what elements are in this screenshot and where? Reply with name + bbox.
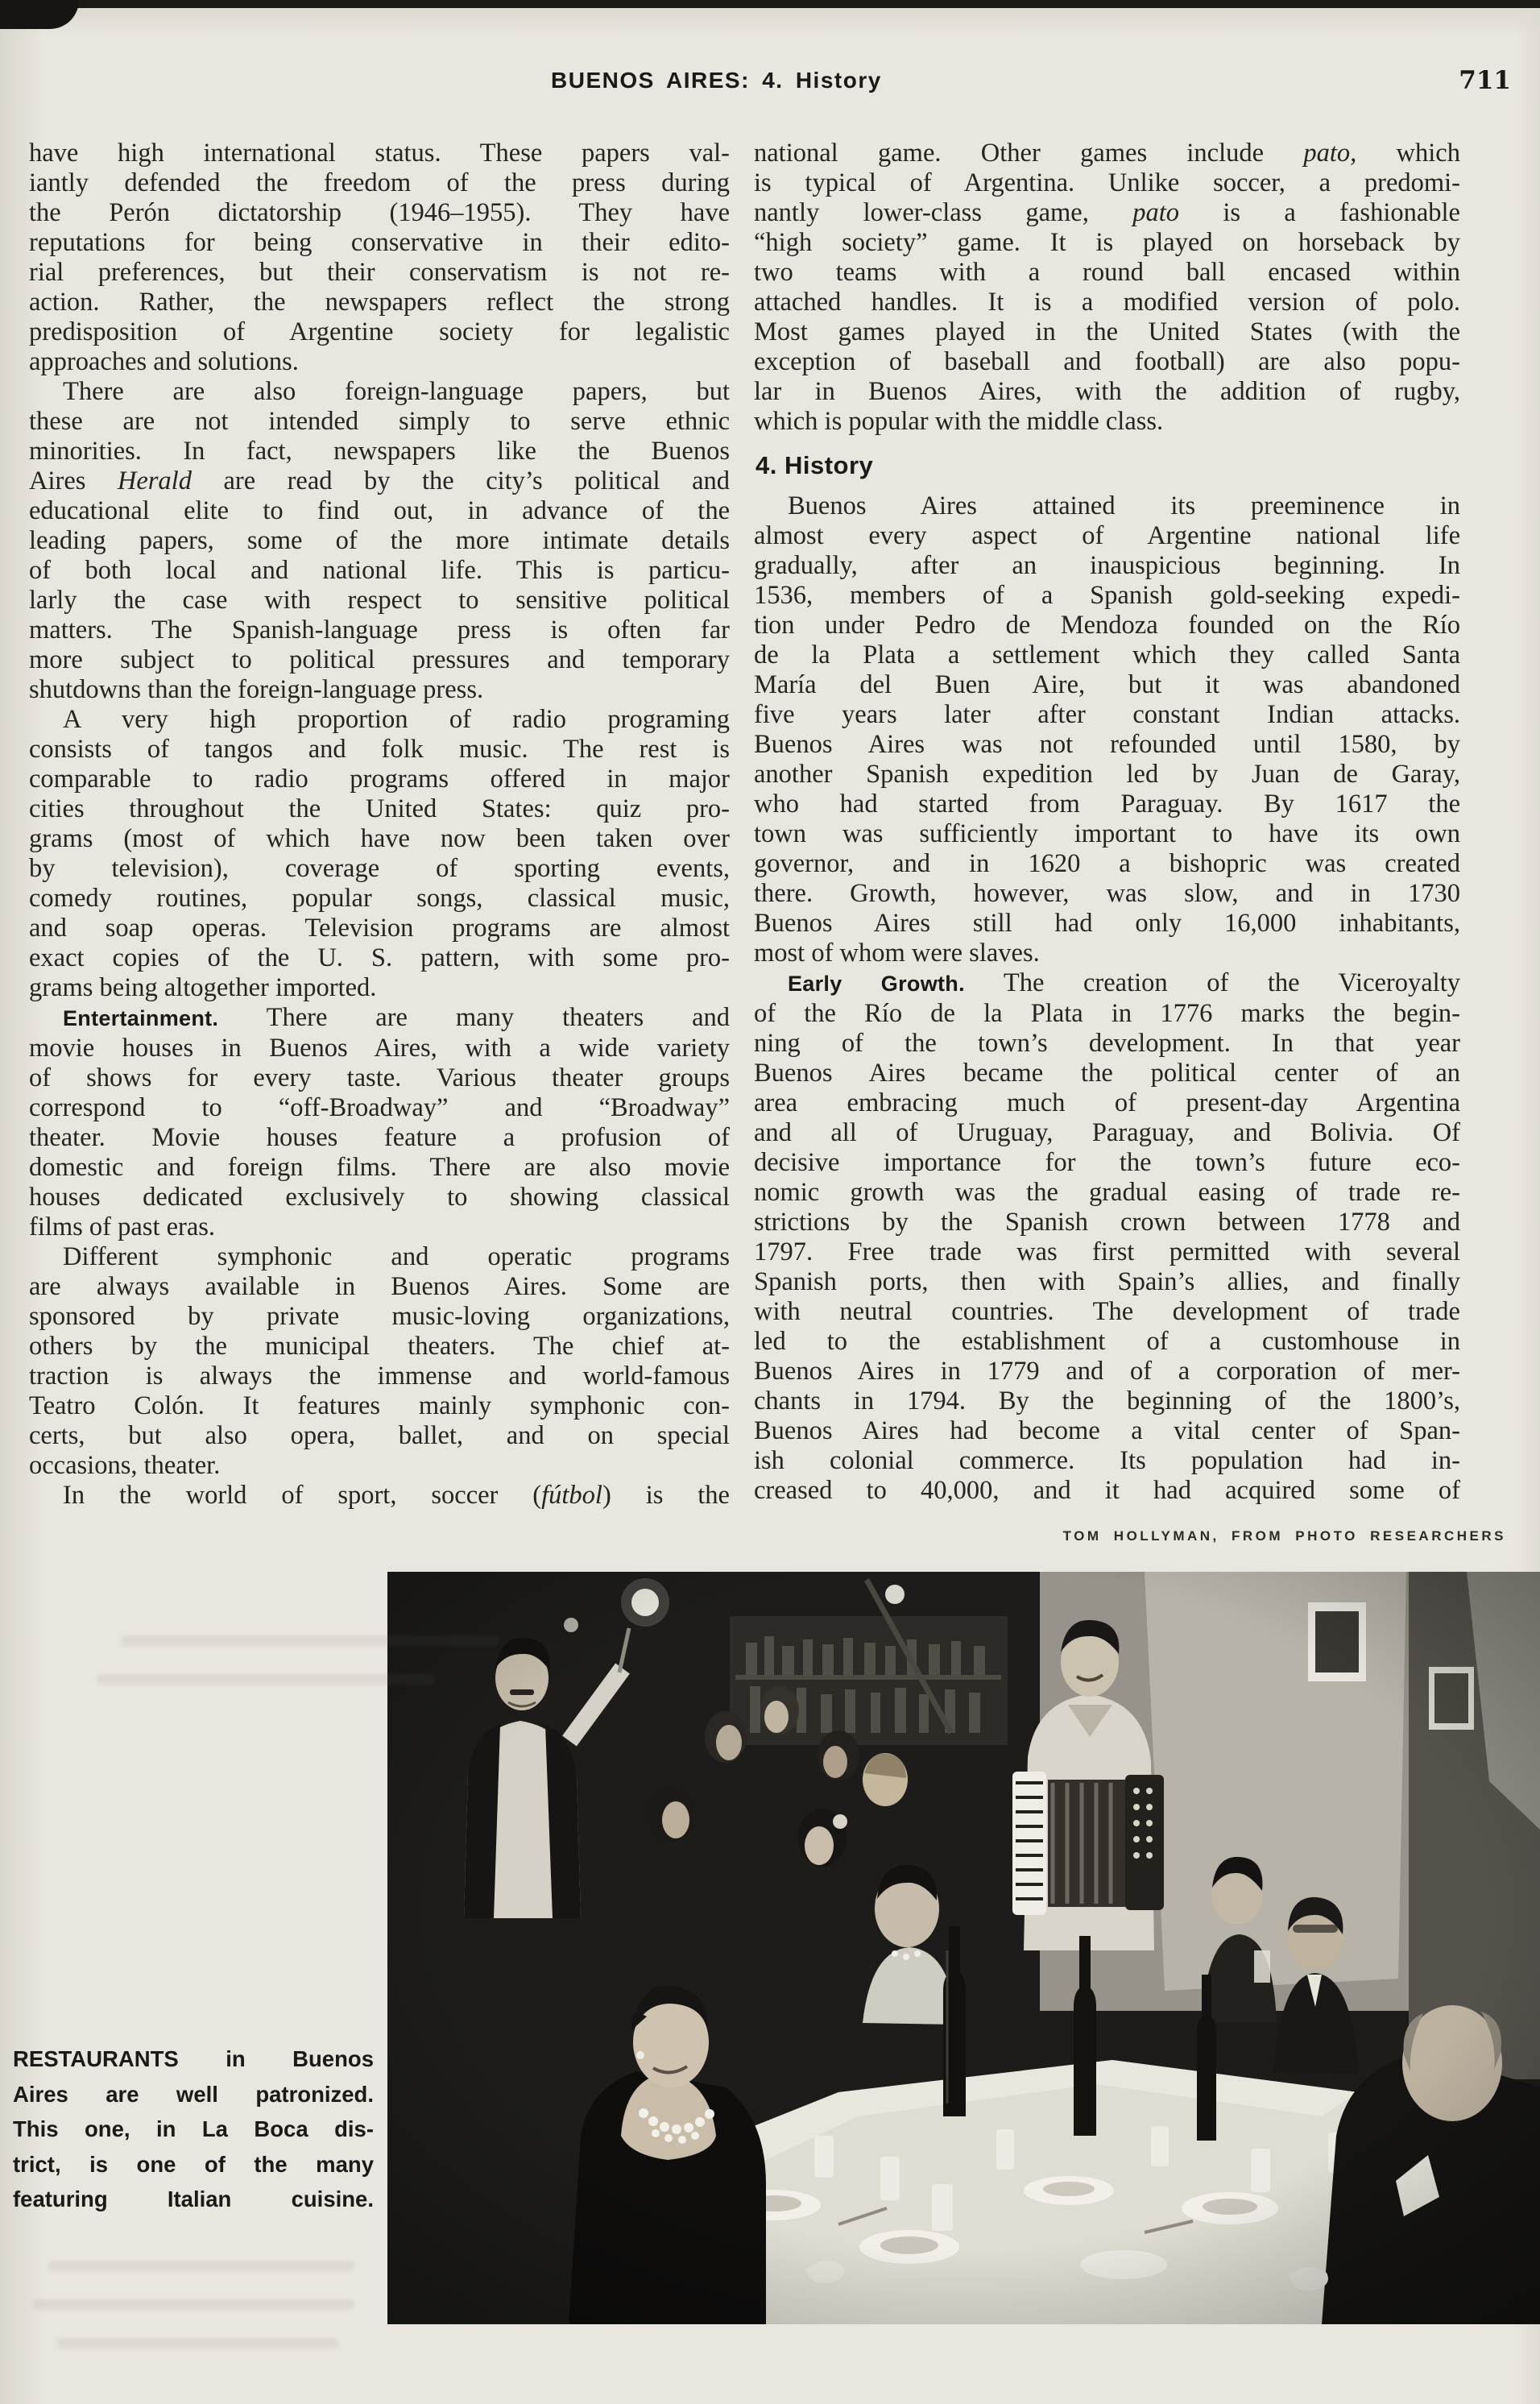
- text-line: [29, 1034, 730, 1063]
- text: Teatro Colón. It features mainly symphonic con-: [29, 1391, 730, 1420]
- text-line: [29, 884, 730, 914]
- text-line: [754, 139, 1460, 168]
- italic-text: Herald: [117, 466, 192, 495]
- text: others by the municipal theaters. The chief at-: [29, 1332, 730, 1361]
- text: with neutral countries. The development of trade: [754, 1297, 1460, 1326]
- text: strictions by the Spanish crown between 1778 and: [754, 1208, 1460, 1237]
- text: Aires: [29, 466, 118, 495]
- text-line: [754, 258, 1460, 288]
- text-column-right: [754, 139, 1460, 1506]
- caption-line: Aires are well patronized.: [13, 2081, 374, 2107]
- text-line: [29, 1063, 730, 1093]
- text-line: [29, 198, 730, 228]
- text-line: [754, 581, 1460, 611]
- text-line: [754, 1148, 1460, 1178]
- text: lar in Buenos Aires, with the addition of rugby,: [754, 377, 1460, 406]
- text: led to the establishment of a customhouse in: [754, 1327, 1460, 1356]
- paragraph: [29, 377, 730, 705]
- scan-corner-shadow: [0, 0, 79, 29]
- paragraph: [754, 491, 1460, 968]
- text: national game. Other games include: [754, 139, 1304, 168]
- running-head: BUENOS AIRES: 4. History: [551, 68, 882, 93]
- text: Most games played in the United States (with the: [754, 317, 1460, 346]
- text-line: [29, 526, 730, 556]
- text-line: [29, 1362, 730, 1391]
- text-line: [754, 939, 1460, 968]
- restaurant-photo: [387, 1572, 1540, 2324]
- text-line: [754, 760, 1460, 790]
- text-line: [754, 909, 1460, 939]
- paragraph: [29, 1481, 730, 1511]
- text-line: [29, 973, 730, 1003]
- text-line: [754, 849, 1460, 879]
- text-line: [754, 1088, 1460, 1118]
- text: and soap operas. Television programs are almost: [29, 914, 730, 943]
- text-line: [29, 616, 730, 645]
- text-line: [754, 1416, 1460, 1446]
- text-line: [29, 1302, 730, 1332]
- paragraph: [754, 968, 1460, 1506]
- scan-top-edge: [0, 0, 1540, 8]
- text-line: [29, 437, 730, 466]
- text: are read by the city’s political and: [191, 466, 730, 495]
- text: predisposition of Argentine society for legalistic: [29, 317, 730, 346]
- text: María del Buen Aire, but it was abandoned: [754, 670, 1460, 699]
- bleed-through: [56, 2338, 338, 2348]
- text-line: [29, 824, 730, 854]
- text-line: [754, 228, 1460, 258]
- text-line: [29, 377, 730, 407]
- caption-line: featuring Italian cuisine.: [13, 2186, 374, 2211]
- text: Different symphonic and operatic programs: [63, 1242, 730, 1271]
- text-line: [754, 879, 1460, 909]
- text: grams (most of which have now been taken over: [29, 824, 730, 853]
- text: ish colonial commerce. Its population had in-: [754, 1446, 1460, 1475]
- text: nomic growth was the gradual easing of trade re-: [754, 1178, 1460, 1207]
- text-line: [754, 968, 1460, 999]
- text: In the world of sport, soccer (: [63, 1481, 542, 1510]
- text-line: [754, 611, 1460, 640]
- text: shutdowns than the foreign-language press.: [29, 675, 484, 704]
- text-line: [754, 1267, 1460, 1297]
- page-number: 711: [1459, 66, 1511, 95]
- text: larly the case with respect to sensitive political: [29, 586, 730, 615]
- section-heading: 4. History: [756, 451, 874, 479]
- text-line: [754, 1178, 1460, 1208]
- text-line: [29, 258, 730, 288]
- text-line: [29, 556, 730, 586]
- text: Buenos Aires was not refounded until 1580, by: [754, 730, 1460, 759]
- text-column-left: [29, 139, 730, 1511]
- text: two teams with a round ball encased within: [754, 258, 1460, 287]
- bleed-through: [48, 2261, 354, 2271]
- text: which is popular with the middle class.: [754, 407, 1164, 436]
- text: five years later after constant Indian attacks.: [754, 700, 1460, 729]
- text: almost every aspect of Argentine national life: [754, 521, 1460, 550]
- text: Buenos Aires still had only 16,000 inhabitants,: [754, 909, 1460, 938]
- caption-line: RESTAURANTS in Buenos: [13, 2046, 374, 2071]
- run-in-heading: Early Growth.: [788, 972, 965, 996]
- italic-text: fútbol: [541, 1481, 602, 1510]
- bleed-through: [121, 1635, 499, 1646]
- text: which: [1356, 139, 1460, 168]
- text-line: [754, 819, 1460, 849]
- paragraph: [29, 705, 730, 1003]
- italic-text: pato,: [1303, 139, 1357, 168]
- text-line: [29, 1332, 730, 1362]
- text: the Perón dictatorship (1946–1955). They have: [29, 198, 730, 227]
- text: A very high proportion of radio programing: [63, 705, 730, 734]
- text-line: [29, 675, 730, 705]
- text: rial preferences, but their conservatism is not re-: [29, 258, 730, 287]
- text: most of whom were slaves.: [754, 939, 1040, 968]
- text: iantly defended the freedom of the press during: [29, 168, 730, 197]
- text: governor, and in 1620 a bishopric was created: [754, 849, 1460, 878]
- text-line: [29, 1153, 730, 1183]
- text: cities throughout the United States: quiz pro-: [29, 794, 730, 823]
- text: leading papers, some of the more intimate details: [29, 526, 730, 555]
- text-line: [29, 407, 730, 437]
- paragraph: [29, 1003, 730, 1242]
- text: reputations for being conservative in their edito-: [29, 228, 730, 257]
- text: ) is the: [602, 1481, 730, 1510]
- text-line: [754, 1327, 1460, 1357]
- text: films of past eras.: [29, 1212, 216, 1241]
- text: decisive importance for the town’s future eco-: [754, 1148, 1460, 1177]
- caption-line: This one, in La Boca dis-: [13, 2116, 374, 2141]
- text: have high international status. These papers val-: [29, 139, 730, 168]
- text-line: [754, 168, 1460, 198]
- text: Buenos Aires in 1779 and of a corporation of mer-: [754, 1357, 1460, 1386]
- text: gradually, after an inauspicious beginning. In: [754, 551, 1460, 580]
- text-line: [29, 765, 730, 794]
- text: chants in 1794. By the beginning of the 1800’s,: [754, 1386, 1460, 1415]
- text-line: [29, 1391, 730, 1421]
- text-line: [754, 1237, 1460, 1267]
- text-line: [29, 586, 730, 616]
- italic-text: pato: [1132, 198, 1179, 227]
- text-line: [754, 1386, 1460, 1416]
- text-line: [29, 914, 730, 943]
- text: of both local and national life. This is particu-: [29, 556, 730, 585]
- text-line: [29, 1093, 730, 1123]
- text: is a fashionable: [1178, 198, 1460, 227]
- text-line: [754, 1029, 1460, 1059]
- text: Buenos Aires had become a vital center of Span-: [754, 1416, 1460, 1445]
- text: movie houses in Buenos Aires, with a wide variety: [29, 1034, 730, 1063]
- text-line: [754, 1208, 1460, 1237]
- text: another Spanish expedition led by Juan de Garay,: [754, 760, 1460, 789]
- text: houses dedicated exclusively to showing classical: [29, 1183, 730, 1212]
- text: action. Rather, the newspapers reflect the strong: [29, 288, 730, 317]
- text: approaches and solutions.: [29, 347, 299, 376]
- text-line: [754, 1118, 1460, 1148]
- text: matters. The Spanish-language press is often far: [29, 616, 730, 645]
- text: domestic and foreign films. There are also movie: [29, 1153, 730, 1182]
- text: by television), coverage of sporting events,: [29, 854, 730, 883]
- text-line: [754, 700, 1460, 730]
- text: exact copies of the U. S. pattern, with some pro-: [29, 943, 730, 972]
- text-line: [754, 730, 1460, 760]
- text-line: [754, 790, 1460, 819]
- text-line: [754, 1446, 1460, 1476]
- text-line: [29, 1421, 730, 1451]
- paragraph: [29, 1242, 730, 1481]
- text-line: [754, 640, 1460, 670]
- text: attached handles. It is a modified version of polo.: [754, 288, 1460, 317]
- text-line: [754, 198, 1460, 228]
- text-line: [29, 1481, 730, 1511]
- text-line: [29, 228, 730, 258]
- text: “high society” game. It is played on horseback by: [754, 228, 1460, 257]
- text-line: [754, 491, 1460, 521]
- text-line: [29, 1212, 730, 1242]
- text-line: [29, 1003, 730, 1034]
- paragraph: [754, 139, 1460, 437]
- bleed-through: [97, 1674, 435, 1685]
- text: theater. Movie houses feature a profusion of: [29, 1123, 730, 1152]
- run-in-heading: Entertainment.: [63, 1006, 219, 1030]
- text-line: [29, 1272, 730, 1302]
- paragraph: [29, 139, 730, 377]
- text: who had started from Paraguay. By 1617 the: [754, 790, 1460, 819]
- text: 1797. Free trade was first permitted with several: [754, 1237, 1460, 1266]
- text: of the Río de la Plata in 1776 marks the begin-: [754, 999, 1460, 1028]
- text: are always available in Buenos Aires. Some are: [29, 1272, 730, 1301]
- text: correspond to “off-Broadway” and “Broadway”: [29, 1093, 730, 1122]
- text: exception of baseball and football) are also popu-: [754, 347, 1460, 376]
- restaurant-scene-illustration: [387, 1572, 1540, 2324]
- text: there. Growth, however, was slow, and in 1730: [754, 879, 1460, 908]
- text-line: [29, 794, 730, 824]
- text: certs, but also opera, ballet, and on special: [29, 1421, 730, 1450]
- text: comparable to radio programs offered in major: [29, 765, 730, 794]
- text-line: [29, 288, 730, 317]
- text-line: [754, 317, 1460, 347]
- text-line: [754, 288, 1460, 317]
- text-line: [754, 347, 1460, 377]
- text-line: [29, 1242, 730, 1272]
- text-line: [29, 347, 730, 377]
- text-line: [754, 999, 1460, 1029]
- text-line: [29, 1183, 730, 1212]
- text-line: [754, 1476, 1460, 1506]
- text-line: [29, 139, 730, 168]
- text: grams being altogether imported.: [29, 973, 377, 1002]
- text-line: [754, 551, 1460, 581]
- text: occasions, theater.: [29, 1451, 221, 1480]
- caption-line: trict, is one of the many: [13, 2151, 374, 2177]
- text: 1536, members of a Spanish gold-seeking expedi-: [754, 581, 1460, 610]
- text-line: [754, 521, 1460, 551]
- text-line: [754, 377, 1460, 407]
- text: tion under Pedro de Mendoza founded on the Río: [754, 611, 1460, 640]
- text: de la Plata a settlement which they called Santa: [754, 640, 1460, 669]
- text: is typical of Argentina. Unlike soccer, a predomi-: [754, 168, 1460, 197]
- text: Buenos Aires became the political center of an: [754, 1059, 1460, 1088]
- text: and all of Uruguay, Paraguay, and Bolivia. Of: [754, 1118, 1460, 1147]
- text: Buenos Aires attained its preeminence in: [788, 491, 1460, 520]
- text: town was sufficiently important to have its own: [754, 819, 1460, 848]
- text-line: [29, 705, 730, 735]
- text-line: [29, 1451, 730, 1481]
- text-line: [29, 645, 730, 675]
- text: There are many theaters and: [218, 1003, 730, 1032]
- text: area embracing much of present-day Argentina: [754, 1088, 1460, 1117]
- text-line: [29, 943, 730, 973]
- text: creased to 40,000, and it had acquired some of: [754, 1476, 1460, 1505]
- text: minorities. In fact, newspapers like the Buenos: [29, 437, 730, 466]
- text: consists of tangos and folk music. The rest is: [29, 735, 730, 764]
- photo-caption: [13, 2041, 374, 2217]
- text-line: [29, 854, 730, 884]
- photo-credit: TOM HOLLYMAN, FROM PHOTO RESEARCHERS: [1062, 1528, 1506, 1544]
- text-line: [754, 407, 1460, 437]
- text-line: [29, 168, 730, 198]
- text: Spanish ports, then with Spain’s allies, and finally: [754, 1267, 1460, 1296]
- text-line: [29, 735, 730, 765]
- text-line: [29, 466, 730, 496]
- text: ning of the town’s development. In that year: [754, 1029, 1460, 1058]
- text-line: [754, 1357, 1460, 1386]
- text-line: [29, 317, 730, 347]
- text-line: [29, 496, 730, 526]
- bleed-through: [32, 2299, 354, 2310]
- text: comedy routines, popular songs, classical music,: [29, 884, 730, 913]
- text: There are also foreign-language papers, but: [63, 377, 730, 406]
- text: sponsored by private music-loving organizations,: [29, 1302, 730, 1331]
- text: traction is always the immense and world-famous: [29, 1362, 730, 1391]
- text-line: [754, 670, 1460, 700]
- text-line: [754, 1297, 1460, 1327]
- text: these are not intended simply to serve ethnic: [29, 407, 730, 436]
- text: The creation of the Viceroyalty: [964, 968, 1460, 997]
- text-line: [754, 1059, 1460, 1088]
- text-line: [29, 1123, 730, 1153]
- text: educational elite to find out, in advance of the: [29, 496, 730, 525]
- text: more subject to political pressures and temporary: [29, 645, 730, 674]
- text: of shows for every taste. Various theater groups: [29, 1063, 730, 1092]
- text: nantly lower-class game,: [754, 198, 1133, 227]
